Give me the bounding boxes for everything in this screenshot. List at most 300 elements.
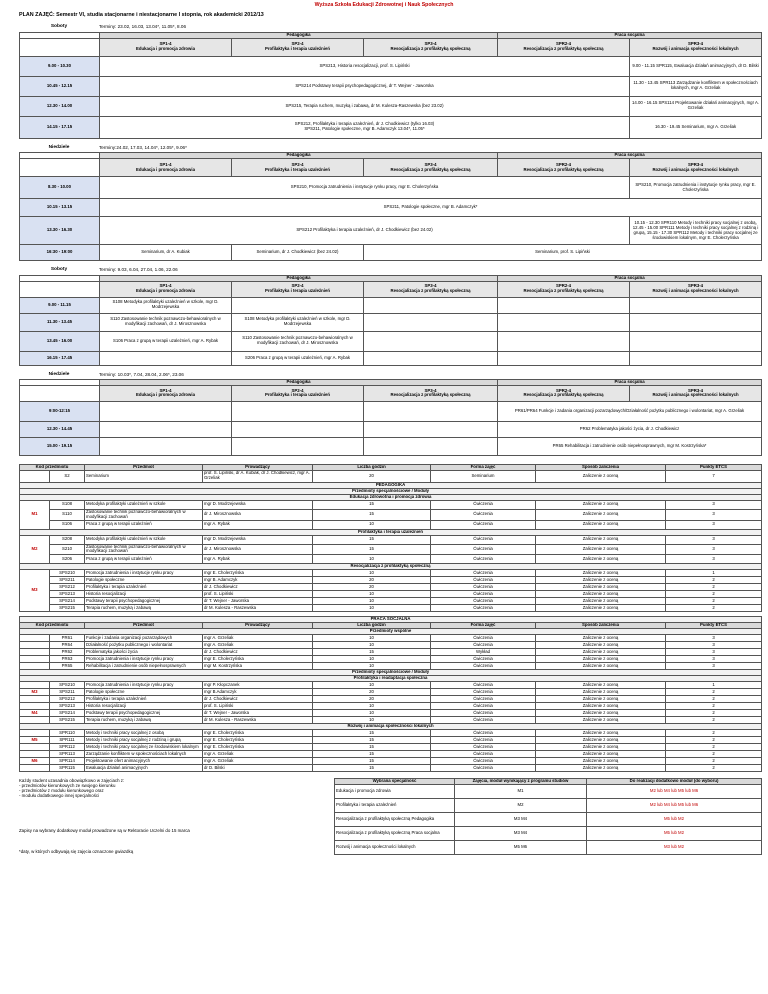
- col-sp1: SP1-4: [159, 387, 172, 393]
- section-title: PRACA SOCJALNA: [20, 617, 762, 623]
- choice-module: M5 M6: [455, 840, 587, 854]
- footer-gwiazdka: *daty, w których odbywają się zajęcia oznaczone gwiazdką: [19, 849, 134, 855]
- course-credit: Zaliczenie z oceną: [536, 750, 666, 757]
- course-ects: 3: [666, 535, 762, 544]
- course-name: Profilaktyka i terapia uzależnień: [85, 584, 203, 591]
- time-slot: 13.30 - 16.30: [20, 217, 100, 245]
- course-credit: Zaliczenie z oceną: [536, 570, 666, 577]
- header-kod: Kod przedmiotu: [20, 464, 85, 470]
- course-ects: 3: [666, 520, 762, 529]
- choice-module: M1: [455, 784, 587, 798]
- block-4: [19, 372, 761, 456]
- course-name: Terapia ruchem, muzyką i zabawą: [85, 605, 203, 612]
- course-teacher: dr D. Bilski: [203, 764, 313, 771]
- col-spr2-name: Resocjalizacja z profilaktyką społeczną: [523, 288, 604, 294]
- class-cell: S110 Zastosowanie technik poznawczo-behawioralnych w modyfikacji zachowań, dr J. Mirosznowska: [100, 313, 232, 331]
- course-ects: 1: [666, 682, 762, 689]
- course-form: Ćwiczenia: [431, 509, 536, 520]
- course-teacher: prof. S. Lipiński: [203, 591, 313, 598]
- choice-extra: M2 lub M4 lub M5 lub M6: [587, 798, 762, 812]
- course-teacher: dr J. Chodkiewicz: [203, 696, 313, 703]
- course-teacher: dr J. Chodkiewicz: [203, 584, 313, 591]
- col-sp3: SP3-4: [424, 387, 437, 393]
- course-name: Funkcje i zadania organizacji pozarządowych: [85, 635, 203, 642]
- course-hours: 10: [313, 682, 431, 689]
- class-cell: 14.00 - 16.15 SPS114 Projektowanie działań animacyjnych, mgr A. Grzeliak: [630, 96, 762, 116]
- col-spr3: SPR3-4: [688, 161, 704, 167]
- course-form: Ćwiczenia: [431, 635, 536, 642]
- course-form: Ćwiczenia: [431, 710, 536, 717]
- choice-header: Do realizacji dodatkowo moduł (do wyboru): [587, 778, 762, 784]
- class-cell: SPS214 Podstawy terapii psychopedagogicznej, dr T. Wejner - Jaworska: [100, 76, 630, 96]
- course-ects: 7: [666, 470, 762, 482]
- col-spr3: SPR3-4: [688, 283, 704, 289]
- class-cell: 16.30 - 19.45 Seminarium, mgr A. Grzeliak: [630, 116, 762, 138]
- course-ects: 2: [666, 584, 762, 591]
- col-sp1: SP1-4: [159, 283, 172, 289]
- course-code: SPS211: [50, 577, 85, 584]
- col-sp1-name: Edukacja i promocja zdrowia: [136, 392, 195, 398]
- header-praca: Praca socjalna: [498, 153, 762, 159]
- col-sp2-name: Profilaktyka i terapia uzależnień: [265, 166, 330, 172]
- block-1: [19, 24, 761, 138]
- module-title: Rozwój i animacja społeczności lokalnych: [20, 724, 762, 730]
- col-sp2-name: Profilaktyka i terapia uzależnień: [265, 46, 330, 52]
- course-credit: Zaliczenie z oceną: [536, 509, 666, 520]
- header-sposob: Sposób zaliczenia: [536, 464, 666, 470]
- time-slot: 9:00-12:15: [20, 401, 100, 421]
- course-credit: Zaliczenie z oceną: [536, 656, 666, 663]
- terms-label: Terminy: 23.02, 16.03, 13.04*, 11.05*, 8.06: [99, 24, 186, 30]
- course-credit: Zaliczenie z oceną: [536, 591, 666, 598]
- course-credit: Zaliczenie z oceną: [536, 729, 666, 736]
- module-code: M1: [20, 500, 50, 529]
- course-teacher: mgr A. Grzeliak: [203, 642, 313, 649]
- course-hours: 10: [313, 663, 431, 670]
- course-name: Promocja zatrudnienia i instytucje rynku pracy: [85, 682, 203, 689]
- course-hours: 10: [313, 570, 431, 577]
- course-name: Projektowanie ofert animacyjnych: [85, 757, 203, 764]
- course-teacher: mgr E. Cholerzyńska: [203, 743, 313, 750]
- course-code: PR64: [50, 642, 85, 649]
- course-ects: 3: [666, 544, 762, 555]
- time-slot: 8.30 - 10.00: [20, 177, 100, 199]
- course-name: Terapia ruchem, muzyką i zabawą: [85, 717, 203, 724]
- course-form: Ćwiczenia: [431, 555, 536, 564]
- course-code: S206: [50, 555, 85, 564]
- header-praca: Praca socjalna: [498, 275, 762, 281]
- header-forma: Forma zajęć: [431, 464, 536, 470]
- course-ects: 3: [666, 509, 762, 520]
- class-cell: PR65 Rehabilitacja i zatrudnienie osób niepełnosprawnych, mgr M. Kostrzyńska*: [498, 437, 762, 455]
- class-cell: 9.00 - 11.15 SPR115, Ewaluacja działań animacyjnych, dr D. Bilski: [630, 56, 762, 76]
- course-code: PR65: [50, 663, 85, 670]
- col-sp1-name: Edukacja i promocja zdrowia: [136, 288, 195, 294]
- course-name: Metody i techniki pracy socjalnej z osobą: [85, 729, 203, 736]
- header-prowadzacy: Prowadzący: [203, 464, 313, 470]
- class-cell: S110 Zastosowanie technik poznawczo-behawioralnych w modyfikacji zachowań, dr J. Mirosznowska: [232, 331, 364, 351]
- terms-label: Terminy: 10.03*, 7.04, 28.04, 2.06*, 23.06: [99, 371, 184, 377]
- course-credit: Zaliczenie z oceną: [536, 642, 666, 649]
- course-ects: 2: [666, 757, 762, 764]
- course-teacher: dr J. Mirosznowska: [203, 509, 313, 520]
- class-cell: Seminarium, dr J. Chodkiewicz (bez 24.02): [232, 245, 364, 261]
- course-credit: Zaliczenie z oceną: [536, 682, 666, 689]
- module-code: [20, 703, 50, 710]
- course-name: Metodyka profilaktyki uzależnień w szkole: [85, 500, 203, 509]
- course-code: SPS212: [50, 584, 85, 591]
- class-cell: PR61/PR64 Funkcje i zadania organizacji pozarządowych/Działalność pożytku publicznego i wolontariat, mgr A. Grzeliak: [498, 401, 762, 421]
- course-credit: Zaliczenie z oceną: [536, 598, 666, 605]
- col-spr3-name: Rozwój i animacja społeczności lokalnych: [652, 46, 739, 52]
- course-teacher: mgr A. Grzeliak: [203, 750, 313, 757]
- course-form: Ćwiczenia: [431, 656, 536, 663]
- course-ects: 2: [666, 729, 762, 736]
- course-credit: Zaliczenie z oceną: [536, 696, 666, 703]
- schedule-table-4: [19, 379, 762, 456]
- day-label: Soboty: [50, 24, 68, 30]
- course-ects: 3: [666, 500, 762, 509]
- course-form: Ćwiczenia: [431, 757, 536, 764]
- course-form: Ćwiczenia: [431, 520, 536, 529]
- time-slot: 9.00 - 10.30: [20, 56, 100, 76]
- course-credit: Zaliczenie z oceną: [536, 500, 666, 509]
- choice-module: M2: [455, 798, 587, 812]
- header-sposob: Sposób zaliczenia: [536, 623, 666, 629]
- course-code: S208: [50, 535, 85, 544]
- header-ects: Punkty ETCS: [666, 623, 762, 629]
- course-credit: Zaliczenie z oceną: [536, 605, 666, 612]
- col-sp3-name: Resocjalizacja z profilaktyką społeczną: [390, 392, 471, 398]
- course-hours: 15: [313, 500, 431, 509]
- header-pedagogika: Pedagogika: [100, 275, 498, 281]
- course-form: Ćwiczenia: [431, 736, 536, 743]
- terms-label: Terminy:24.02, 17.03, 14.04*, 12.05*, 9.06*: [99, 144, 187, 150]
- course-name: Rehabilitacja i zatrudnienie osób niepełnosprawnych: [85, 663, 203, 670]
- col-sp3-name: Resocjalizacja z profilaktyką społeczną: [390, 166, 471, 172]
- class-cell: SPS210, Promocja zatrudnienia i instytucje rynku pracy, mgr E. Cholerzyńska: [630, 177, 762, 199]
- header-liczba: Liczba godzin: [313, 623, 431, 629]
- col-sp3: SP3-4: [424, 283, 437, 289]
- course-name: Praca z grupą w terapii uzależnień: [85, 555, 203, 564]
- course-credit: Zaliczenie z oceną: [536, 577, 666, 584]
- course-credit: Zaliczenie z oceną: [536, 703, 666, 710]
- time-slot: 11.30 - 13.45: [20, 313, 100, 331]
- course-teacher: dr M. Kulesza - Raszewska: [203, 717, 313, 724]
- course-hours: 15: [313, 757, 431, 764]
- col-spr3-name: Rozwój i animacja społeczności lokalnych: [652, 392, 739, 398]
- course-hours: 10: [313, 605, 431, 612]
- course-code: S110: [50, 509, 85, 520]
- module-title: Profilaktyka i terapia uzależnień: [20, 529, 762, 535]
- course-hours: 10: [313, 520, 431, 529]
- course-code: S210: [50, 544, 85, 555]
- course-code: SPS214: [50, 710, 85, 717]
- schedule-table-3: [19, 275, 762, 366]
- choice-specialty: Resocjalizacja z profilaktyką społeczną Pedagogika: [335, 812, 455, 826]
- module-code: [20, 717, 50, 724]
- course-ects: 2: [666, 689, 762, 696]
- course-teacher: mgr M. Kostrzyńska: [203, 663, 313, 670]
- course-ects: 3: [666, 663, 762, 670]
- courses-table-praca: [19, 616, 762, 772]
- course-name: Promocja zatrudnienia i instytucje rynku pracy: [85, 656, 203, 663]
- course-hours: 20: [313, 577, 431, 584]
- col-spr2-name: Resocjalizacja z profilaktyką społeczną: [523, 166, 604, 172]
- course-hours: 15: [313, 509, 431, 520]
- module-code: [20, 750, 50, 757]
- course-ects: 2: [666, 591, 762, 598]
- course-credit: Zaliczenie z oceną: [536, 743, 666, 750]
- course-code: SPS215: [50, 605, 85, 612]
- course-name: Ewaluacja działań animacyjnych: [85, 764, 203, 771]
- course-credit: Zaliczenie z oceną: [536, 520, 666, 529]
- course-hours: 15: [313, 535, 431, 544]
- section-subtitle: Przedmioty specjalnościowe / Moduły: [20, 488, 762, 494]
- course-teacher: mgr A. Grzeliak: [203, 757, 313, 764]
- header-praca: Praca socjalna: [498, 32, 762, 38]
- col-sp2: SP2-4: [291, 387, 304, 393]
- footer-rule-item: - przedmiotów kierunkowych ze swojego kierunku: [19, 783, 116, 789]
- course-teacher: mgr A. Rybak: [203, 555, 313, 564]
- col-sp1: SP1-4: [159, 41, 172, 47]
- course-teacher: mgr D. Modrzejewska: [203, 500, 313, 509]
- time-slot: 16:30 - 19:00: [20, 245, 100, 261]
- course-form: Ćwiczenia: [431, 764, 536, 771]
- module-code: M3: [20, 570, 50, 612]
- header-pedagogika: Pedagogika: [100, 380, 498, 386]
- course-form: Ćwiczenia: [431, 591, 536, 598]
- block-2: [19, 145, 761, 261]
- section-subtitle: Przedmioty specjalnościowe / Moduły: [20, 670, 762, 676]
- course-credit: Zaliczenie z oceną: [536, 710, 666, 717]
- course-ects: 2: [666, 703, 762, 710]
- course-ects: 3: [666, 642, 762, 649]
- course-form: Ćwiczenia: [431, 605, 536, 612]
- course-teacher: dr J. Mirosznowska: [203, 544, 313, 555]
- class-cell: SPS211, Patologie społeczne, mgr B. Adamczyk*: [100, 199, 762, 217]
- course-hours: 10: [313, 703, 431, 710]
- header-forma: Forma zajęć: [431, 623, 536, 629]
- course-hours: 10: [313, 717, 431, 724]
- course-ects: 2: [666, 717, 762, 724]
- course-hours: 10: [313, 635, 431, 642]
- course-name: Promocja zatrudnienia i instytucje rynku pracy: [85, 570, 203, 577]
- course-hours: 15: [313, 743, 431, 750]
- course-code: SPR110: [50, 729, 85, 736]
- choice-header: Wybrana specjalność: [335, 778, 455, 784]
- course-hours: 15: [313, 649, 431, 656]
- course-name: Profilaktyka i terapia uzależnień: [85, 696, 203, 703]
- header-przedmiot: Przedmiot: [85, 464, 203, 470]
- course-ects: 2: [666, 598, 762, 605]
- course-hours: 20: [313, 584, 431, 591]
- course-teacher: mgr B.Adamczyk: [203, 689, 313, 696]
- course-name: Metody i techniki pracy socjalnej ze środowiskiem lokalnym: [85, 743, 203, 750]
- course-ects: 1: [666, 570, 762, 577]
- courses-pedagogika: [19, 464, 761, 612]
- course-hours: 15: [313, 764, 431, 771]
- class-cell: SPS212, Profilaktyka i terapia uzależnień, dr J. Chodkiewicz (tylko 16.03): [294, 121, 435, 127]
- course-form: Ćwiczenia: [431, 535, 536, 544]
- col-sp1-name: Edukacja i promocja zdrowia: [136, 166, 195, 172]
- course-teacher: mgr P. Kłopczanek: [203, 682, 313, 689]
- col-sp3: SP3-4: [424, 161, 437, 167]
- course-ects: 3: [666, 649, 762, 656]
- course-name: Zastosowanie technik poznawczo-behawioralnych w modyfikacji zachowań: [85, 509, 203, 520]
- header-liczba: Liczba godzin: [313, 464, 431, 470]
- block-3: [19, 267, 761, 365]
- module-code: M6: [20, 757, 50, 764]
- course-ects: 2: [666, 750, 762, 757]
- header-praca: Praca socjalna: [498, 380, 762, 386]
- course-form: Ćwiczenia: [431, 703, 536, 710]
- class-cell: SPS213, Historia resocjalizacji, prof. S. Lipiński: [100, 56, 630, 76]
- header-ects: Punkty ETCS: [666, 464, 762, 470]
- col-sp1-name: Edukacja i promocja zdrowia: [136, 46, 195, 52]
- course-name: Seminarium: [85, 470, 203, 482]
- course-code: SPS215: [50, 717, 85, 724]
- course-hours: 15: [313, 729, 431, 736]
- col-sp2: SP2-4: [291, 283, 304, 289]
- day-label: Soboty: [50, 267, 68, 273]
- course-code: SPS210: [50, 570, 85, 577]
- module-code: [20, 764, 50, 771]
- module-title: Resocjalizacja z profilaktyką społeczną: [20, 564, 762, 570]
- course-code: SPR113: [50, 750, 85, 757]
- class-cell: S106 Praca z grupą w terapii uzależnień, mgr A. Rybak: [100, 331, 232, 351]
- header-prowadzacy: Prowadzący: [203, 623, 313, 629]
- col-spr3-name: Rozwój i animacja społeczności lokalnych: [652, 288, 739, 294]
- course-form: Wykład: [431, 649, 536, 656]
- class-cell: Seminarium, prof. S. Lipiński: [364, 245, 762, 261]
- choice-specialty: Edukacja i promocja zdrowia: [335, 784, 455, 798]
- course-name: Metodyka profilaktyki uzależnień w szkole: [85, 535, 203, 544]
- course-code: SPS213: [50, 591, 85, 598]
- course-hours: 10: [313, 555, 431, 564]
- course-code: SPS210: [50, 682, 85, 689]
- module-code: M5: [20, 736, 50, 743]
- course-code: SPR114: [50, 757, 85, 764]
- course-teacher: mgr A. Grzeliak: [203, 635, 313, 642]
- section-title: PEDAGOGIKA: [20, 482, 762, 488]
- course-teacher: dr J. Chodkiewicz: [203, 649, 313, 656]
- col-sp1: SP1-4: [159, 161, 172, 167]
- course-code: SPR111: [50, 736, 85, 743]
- course-code: PR62: [50, 649, 85, 656]
- col-sp3-name: Resocjalizacja z profilaktyką społeczną: [390, 46, 471, 52]
- footer: [19, 778, 764, 855]
- course-code: SPR112: [50, 743, 85, 750]
- header-przedmiot: Przedmiot: [85, 623, 203, 629]
- course-credit: Zaliczenie z oceną: [536, 757, 666, 764]
- course-teacher: mgr E. Cholerzyńska: [203, 729, 313, 736]
- course-form: Ćwiczenia: [431, 584, 536, 591]
- course-ects: 2: [666, 710, 762, 717]
- module-code: M4: [20, 710, 50, 717]
- courses-praca: [19, 616, 761, 772]
- course-code: PR61: [50, 635, 85, 642]
- course-form: Ćwiczenia: [431, 717, 536, 724]
- choice-specialty: Profilaktyka i terapia uzależnień: [335, 798, 455, 812]
- footer-zapisy: Zapisy na wybrany dodatkowy moduł prowadzone są w Rektoracie Uczelni do 15 marca: [19, 828, 190, 834]
- course-form: Ćwiczenia: [431, 544, 536, 555]
- class-cell: SPS210, Promocja zatrudnienia i instytucje rynku pracy, mgr E. Cholerzyńska: [100, 177, 630, 199]
- course-name: Patologie społeczne: [85, 689, 203, 696]
- col-spr3: SPR3-4: [688, 41, 704, 47]
- col-spr2: SPR2-4: [556, 41, 572, 47]
- footer-rule-item: - przedmiotów z modułu kierunkowego oraz: [19, 788, 104, 794]
- choice-specialty: Rozwój i animacja społeczności lokalnych: [335, 840, 455, 854]
- col-sp3: SP3-4: [424, 41, 437, 47]
- course-teacher: mgr E. Cholerzyńska: [203, 736, 313, 743]
- col-spr3-name: Rozwój i animacja społeczności lokalnych: [652, 166, 739, 172]
- course-form: Ćwiczenia: [431, 500, 536, 509]
- time-slot: 10.15 - 13.15: [20, 199, 100, 217]
- course-teacher: dr M. Kulesza - Raszewska: [203, 605, 313, 612]
- module-code: [20, 649, 50, 656]
- course-hours: 15: [313, 544, 431, 555]
- time-slot: 14.15 - 17.15: [20, 116, 100, 138]
- course-credit: Zaliczenie z oceną: [536, 736, 666, 743]
- course-teacher: prof. S. Lipiński, dr A. Kubiak, dr J. Chodkiewicz, mgr A. Grzeliak: [203, 470, 313, 482]
- course-form: Ćwiczenia: [431, 642, 536, 649]
- course-teacher: prof. S. Lipiński: [203, 703, 313, 710]
- col-spr2: SPR2-4: [556, 161, 572, 167]
- schedule-page: [4, 0, 764, 994]
- time-slot: 12.30 - 14.45: [20, 421, 100, 437]
- course-ects: 2: [666, 743, 762, 750]
- course-credit: Zaliczenie z oceną: [536, 544, 666, 555]
- day-label: Niedziele: [48, 371, 70, 377]
- col-spr2-name: Resocjalizacja z profilaktyką społeczną: [523, 46, 604, 52]
- time-slot: 16.15 - 17.45: [20, 351, 100, 365]
- course-name: Patologie społeczne: [85, 577, 203, 584]
- plan-title: PLAN ZAJĘĆ: Semestr VI, studia stacjonarne i niestacjonarne I stopnia, rok akademicki 2012/13: [19, 11, 264, 18]
- course-ects: 2: [666, 736, 762, 743]
- module-code: [20, 642, 50, 649]
- col-spr2: SPR2-4: [556, 387, 572, 393]
- course-teacher: mgr A. Rybak: [203, 520, 313, 529]
- time-slot: 10.45 - 12.15: [20, 76, 100, 96]
- class-cell: 10.15 - 12.30 SPR110 Metody i techniki pracy socjalnej z osobą, 12.45 - 15.00 SPR111 Metody i techniki pracy socjalnej z rodziną i grupą, 15.15 - 17.30 SPR112 Metody i techniki pracy socjalnej ze środowiskiem lokalnym, mgr E. Cholerzyńska: [630, 217, 762, 245]
- class-cell: Seminarium, dr A. Kubiak: [100, 245, 232, 261]
- course-name: Działalność pożytku publicznego i wolontariat: [85, 642, 203, 649]
- course-teacher: mgr E. Cholerzyńska: [203, 570, 313, 577]
- course-code: PR63: [50, 656, 85, 663]
- course-form: Ćwiczenia: [431, 750, 536, 757]
- course-hours: 10: [313, 656, 431, 663]
- course-code: S2: [50, 470, 85, 482]
- course-name: Problematyka jakości życia: [85, 649, 203, 656]
- course-name: Historia resocjalizacji: [85, 591, 203, 598]
- course-form: Ćwiczenia: [431, 682, 536, 689]
- schedule-table-1: [19, 32, 762, 139]
- time-slot: 12.30 - 14.00: [20, 96, 100, 116]
- course-credit: Zaliczenie z oceną: [536, 584, 666, 591]
- choice-extra: M5 lub M2: [587, 826, 762, 840]
- university-name: Wyższa Szkoła Edukacji Zdrowotnej i Nauk Społecznych: [314, 2, 454, 8]
- module-code: [20, 682, 50, 689]
- course-code: SPS212: [50, 696, 85, 703]
- module-code: [20, 729, 50, 736]
- course-ects: 2: [666, 577, 762, 584]
- course-credit: Zaliczenie z oceną: [536, 717, 666, 724]
- course-credit: Zaliczenie z oceną: [536, 764, 666, 771]
- module-code: M3: [20, 689, 50, 696]
- choice-extra: M2 lub M4 lub M5 lub M6: [587, 784, 762, 798]
- course-name: Podstawy terapii psychopedagogicznej: [85, 710, 203, 717]
